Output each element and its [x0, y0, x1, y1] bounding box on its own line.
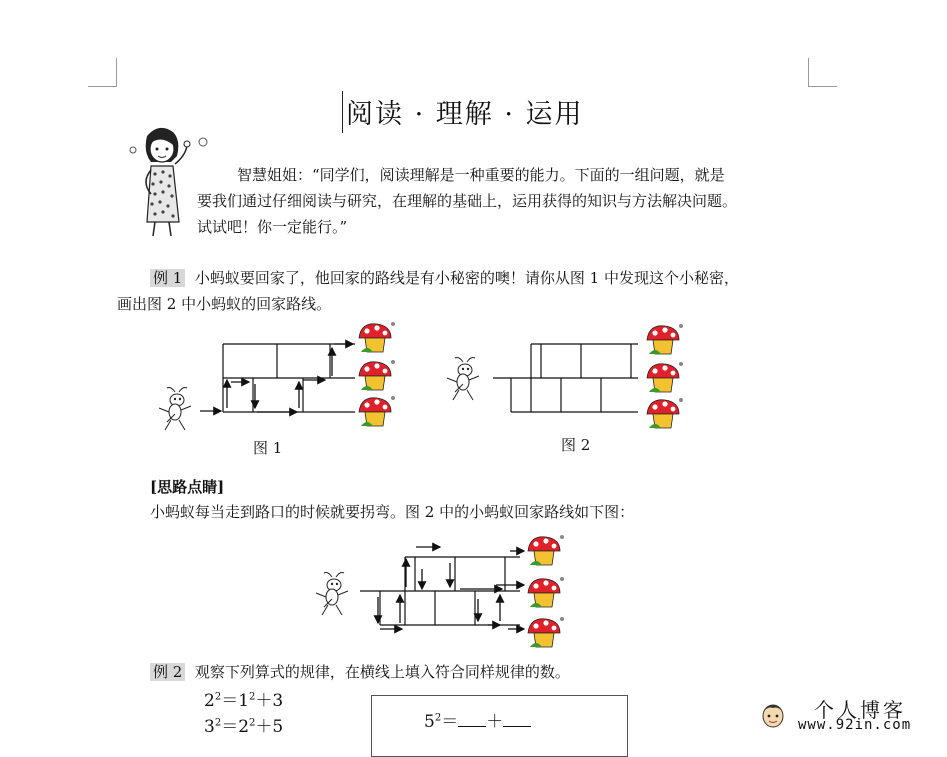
eq1-exp-2: 2 — [249, 691, 256, 703]
box-plus: ＋ — [486, 712, 504, 732]
text-cursor — [342, 91, 343, 133]
watermark-url: www.92in.com — [798, 717, 912, 733]
intro-line-2: 要我们通过仔细阅读与研究，在理解的基础上，运用获得的知识与方法解决问题。 — [197, 192, 738, 210]
answer-blank-2[interactable] — [503, 712, 531, 727]
box-base: 5 — [424, 712, 435, 732]
page-corner-mark-right — [808, 58, 837, 87]
equation-2 — [204, 712, 283, 737]
figure-1-diagram — [155, 322, 400, 434]
page-title: 阅读 · 理解 · 运用 — [346, 99, 584, 130]
page-corner-mark-left — [88, 58, 117, 87]
hint-heading: [思路点睛] — [150, 478, 225, 496]
intro-line-1: 智慧姐姐：“同学们，阅读理解是一种重要的能力。下面的一组问题，就是 — [237, 166, 725, 184]
eq2-end: ＋5 — [255, 717, 284, 737]
eq2-mid: ＝2 — [221, 717, 250, 737]
box-exp: 2 — [434, 712, 442, 724]
example-2-line — [150, 659, 570, 685]
equation-1 — [204, 686, 283, 711]
eq2-base: 3 — [204, 717, 215, 737]
watermark-cn: 个人博客 — [814, 698, 906, 722]
figure-2-diagram — [443, 322, 693, 434]
example-2-text: 观察下列算式的规律，在横线上填入符合同样规律的数。 — [194, 663, 570, 681]
eq1-mid: ＝1 — [221, 691, 250, 711]
answer-equation — [424, 707, 531, 732]
figure-1-caption: 图 1 — [253, 439, 283, 457]
watermark — [758, 694, 947, 737]
example-2-tag: 例 2 — [150, 663, 185, 681]
eq2-exp-1: 2 — [214, 717, 222, 729]
box-equals: ＝ — [441, 712, 459, 732]
example-1-text-2: 画出图 2 中小蚂蚁的回家路线。 — [117, 295, 332, 313]
example-1-text-1: 小蚂蚁要回家了，他回家的路线是有小秘密的噢！请你从图 1 中发现这个小秘密， — [194, 269, 739, 287]
hint-text: 小蚂蚁每当走到路口的时候就要拐弯。图 2 中的小蚂蚁回家路线如下图： — [150, 503, 635, 521]
watermark-face-icon — [760, 700, 786, 730]
solution-diagram — [310, 533, 570, 653]
figure-2-caption: 图 2 — [561, 436, 591, 454]
example-1-first-line — [150, 265, 739, 291]
eq1-base: 2 — [204, 691, 215, 711]
eq1-exp-1: 2 — [214, 691, 222, 703]
example-1-tag: 例 1 — [150, 269, 185, 287]
eq2-exp-2: 2 — [249, 717, 256, 729]
answer-blank-1[interactable] — [458, 712, 486, 727]
intro-line-3: 试试吧！你一定能行。” — [197, 218, 348, 236]
eq1-end: ＋3 — [255, 691, 284, 711]
